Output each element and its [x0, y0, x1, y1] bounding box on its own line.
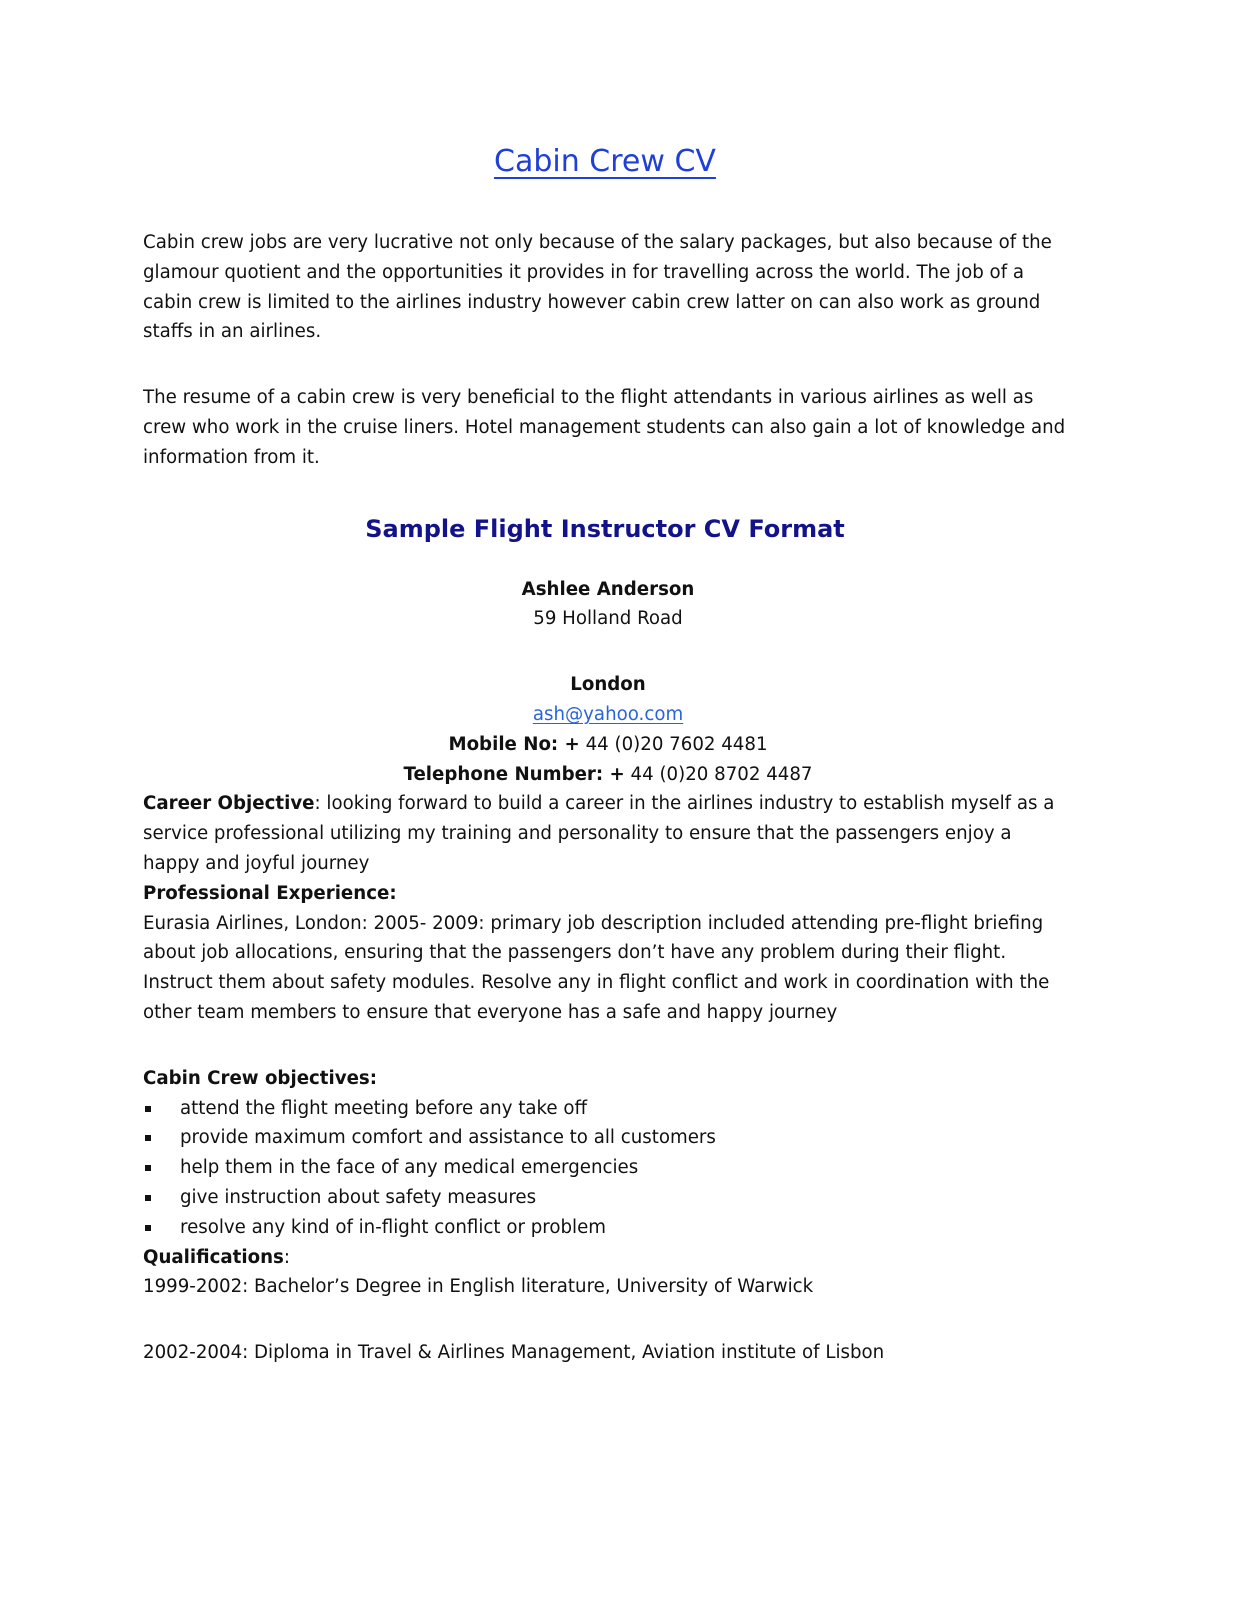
mobile-value: 44 (0)20 7602 4481 [579, 733, 768, 755]
sample-heading: Sample Flight Instructor CV Format [365, 514, 845, 543]
contact-city: London [570, 674, 646, 696]
document-title: Cabin Crew CV [494, 144, 716, 179]
telephone-label: Telephone Number: + [403, 763, 625, 785]
intro-paragraph-2: The resume of a cabin crew is very beneficial to the flight attendants in various airlines as well as crew who work in the cruise liners. Hotel management students can also gain a lot of knowledge and information from it. [143, 387, 1066, 468]
objectives-list [143, 1094, 1073, 1243]
career-objective-text: : looking forward to build a career in the airlines industry to establish myself as a service professional utilizing my training and personality to ensure that the passengers enjoy a happy and joyful journey [143, 793, 1055, 874]
list-item-text: resolve any kind of in-flight conflict or problem [180, 1216, 606, 1238]
list-item-text: provide maximum comfort and assistance to all customers [180, 1127, 716, 1149]
square-bullet-icon [145, 1225, 151, 1231]
qualifications-heading [143, 1243, 1073, 1273]
list-item [143, 1153, 1073, 1183]
square-bullet-icon [145, 1165, 151, 1171]
contact-address: 59 Holland Road [533, 608, 683, 630]
qualification-item-2: 2002-2004: Diploma in Travel & Airlines Management, Aviation institute of Lisbon [143, 1342, 885, 1364]
list-item [143, 1183, 1073, 1213]
career-objective-label: Career Objective [143, 793, 315, 815]
career-objective [143, 789, 1073, 878]
mobile-label: Mobile No: + [448, 733, 580, 755]
telephone-value: 44 (0)20 8702 4487 [624, 763, 813, 785]
qualifications-label: Qualifications [143, 1246, 284, 1268]
contact-email-row [143, 700, 1073, 730]
professional-experience-label: Professional Experience: [143, 882, 397, 904]
intro-paragraph-1: Cabin crew jobs are very lucrative not only because of the salary packages, but also because of the glamour quotient and the opportunities it provides in for travelling across the world. The job of a cabin crew is limited to the airlines industry however cabin crew latter on can also work as ground staffs in an airlines. [143, 232, 1052, 343]
cabin-crew-objectives-label: Cabin Crew objectives: [143, 1067, 378, 1089]
qualification-item-1: 1999-2002: Bachelor’s Degree in English literature, University of Warwick [143, 1276, 814, 1298]
professional-experience-text: Eurasia Airlines, London: 2005- 2009: primary job description included attending pre-flight briefing about job allocations, ensuring that the passengers don’t have any problem during their flight. Instruct them about safety modules. Resolve any in flight conflict and work in coordination with the other team members to ensure that everyone has a safe and happy journey [143, 912, 1050, 1023]
square-bullet-icon [145, 1135, 151, 1141]
email-link[interactable]: ash@yahoo.com [532, 703, 684, 725]
contact-name: Ashlee Anderson [521, 578, 695, 600]
list-item-text: help them in the face of any medical emergencies [180, 1157, 639, 1179]
square-bullet-icon [145, 1106, 151, 1112]
list-item [143, 1123, 1073, 1153]
list-item-text: attend the flight meeting before any take off [180, 1097, 588, 1119]
qualifications-label-suffix: : [283, 1246, 291, 1268]
list-item [143, 1094, 1073, 1124]
list-item-text: give instruction about safety measures [180, 1186, 537, 1208]
square-bullet-icon [145, 1195, 151, 1201]
contact-telephone-row [143, 760, 1073, 790]
contact-mobile-row [143, 730, 1073, 760]
list-item [143, 1213, 1073, 1243]
document-body [143, 142, 1073, 1368]
